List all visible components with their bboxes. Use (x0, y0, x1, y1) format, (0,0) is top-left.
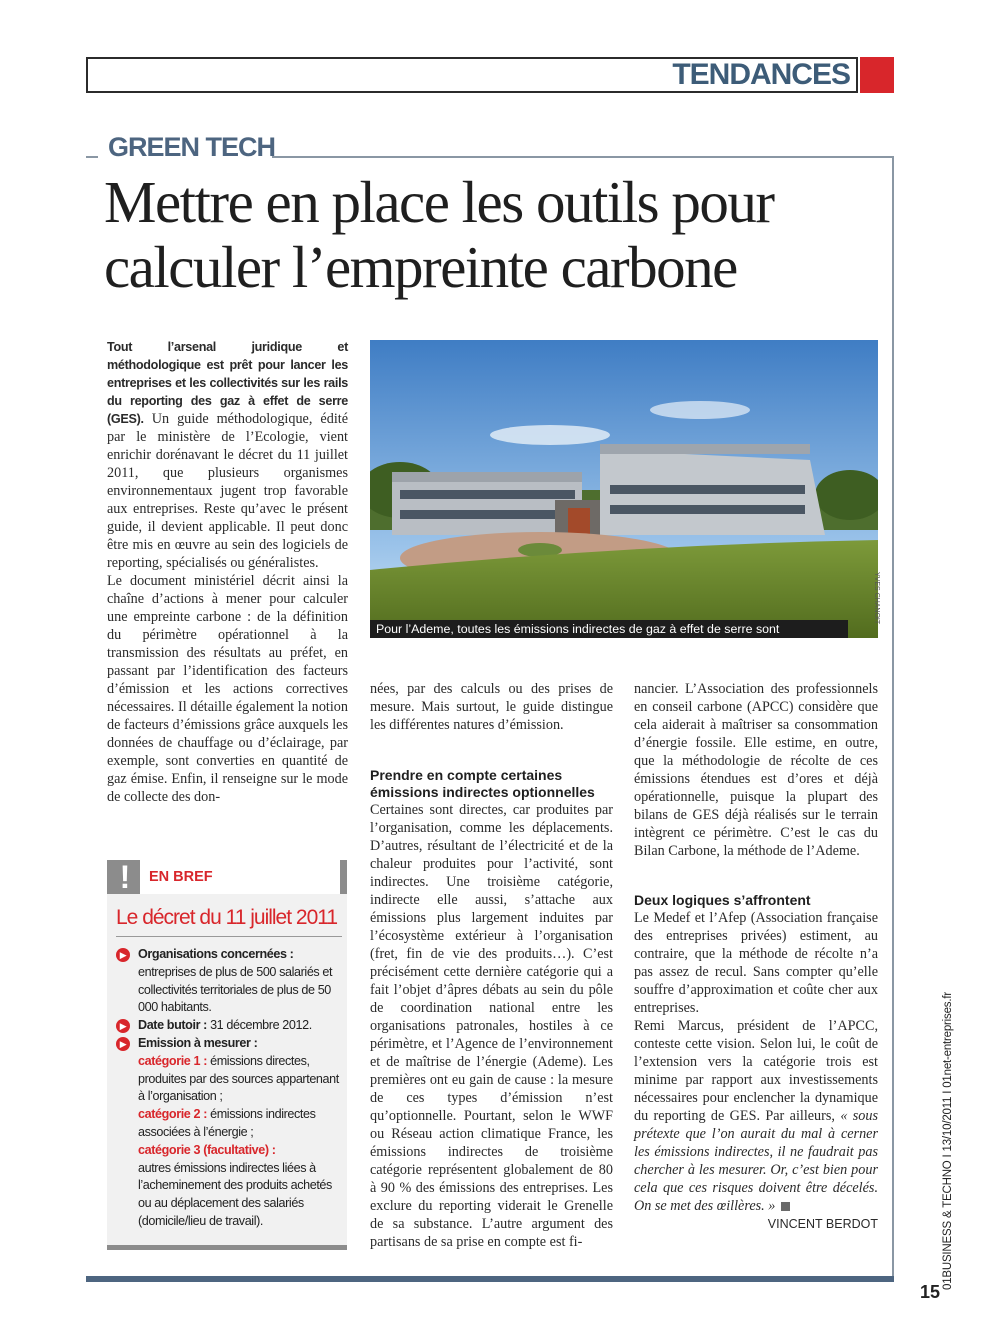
article-column-1 (107, 338, 348, 806)
en-bref-title: Le décret du 11 juillet 2011 (116, 906, 338, 929)
exclamation-icon: ! (119, 859, 131, 895)
frame-line (272, 156, 894, 158)
article-subhead: Deux logiques s’affrontent (634, 892, 811, 908)
header-red-tab (860, 57, 894, 93)
photo-credit: YVES CHANOIT (873, 572, 880, 625)
article-lead: Tout l’arsenal juridique et méthodologique est prêt pour lancer les entreprises et les collectivités sur les rails du reporting des gaz à effet de serre (GES). (107, 340, 348, 426)
article-paragraph: Le document ministériel décrit ainsi la chaîne d’actions à mener pour calculer une empreinte carbone : de la définition du périmètre opérationnel à la transmission des résultats au préfet, en passant par l’identification des facteurs d’émission et les actions correctives nécessaires. Il détaille également la notion de facteurs d’émissions grâce auxquels les données de chauffage ou d’éclairage, par exemple, sont converties en quantité de gaz émise. Enfin, il renseigne sur le mode de collecte des don- (107, 573, 348, 805)
article-column-2 (370, 680, 613, 1251)
frame-line (892, 156, 894, 1280)
author: VINCENT BERDOT (767, 1217, 878, 1231)
article-paragraph: Remi Marcus, président de l’APCC, conteste cette vision. Selon lui, le coût de l’extension vers la catégorie trois est minime par rapport aux investissements nécessaires pour enclencher la dynamique du reporting de GES. Par ailleurs, « sous prétexte que l’on aurait du mal à cerner les émissions indirectes, il ne faudrait pas chercher à les mesurer. Or, c’est bien pour cela que ces risques doivent être décelés. On se met des œillères. » VINCENT BERDOT (634, 1018, 878, 1231)
headline: Mettre en place les outils pour calculer l’empreinte carbone (104, 169, 774, 300)
rubrique-label: GREEN TECH (108, 132, 276, 162)
article-photo (370, 340, 878, 638)
article-subhead: Prendre en compte certaines émissions indirectes optionnelles (370, 767, 595, 800)
arrow-right-icon: ▶ (116, 1019, 130, 1033)
article-paragraph: Le Medef et l’Afep (Association française des entreprises privées) estiment, au contraire, que la méthode de récolte n’a pas assez de recul. Sans compter qu’elle souffre d’approximation et coûte cher aux entreprises. (634, 910, 878, 1016)
frame-bottom-bar (86, 1276, 894, 1282)
folio-text: 01BUSINESS & TECHNO I 13/10/2011 I 01net-entreprises.fr (942, 992, 954, 1290)
page-number: 15 (920, 1282, 941, 1302)
article-paragraph: Certaines sont directes, car produites par l’organisation, comme les déplacements. D’autres, résultant de l’électricité et de la chaleur produites pour l’activité, sont indirectes. Une troisième catégorie, indirecte elle aussi, s’attache aux émissions plus largement induites par l’écosystème extérieur à l’organisation (fret, fin de vie des produits…). C’est précisément cette dernière catégorie qui a fait l’objet d’âpres débats au sein du pôle de coordination national entre les organisations patronales, hostiles à ce périmètre, et l’Agence de l’environnement et de maîtrise de l’énergie (Ademe). Les premières ont eu gain de cause : la mesure de ces types d’émission n’est qu’optionnelle. Pourtant, selon le WWF ou Réseau action climatique France, les émissions indirectes de troisième catégorie représentent globalement de 80 à 90 % des émissions des entreprises. Les exclure du reporting viderait le Grenelle de sa substance. L’autre argument des partisans de sa prise en compte est fi- (370, 802, 613, 1250)
photo-caption: Pour l’Ademe, toutes les émissions indirectes de gaz à effet de serre sont mesurables. (370, 620, 848, 638)
ademe-building-image (370, 340, 878, 638)
en-bref-label: EN BREF (140, 860, 340, 894)
article-paragraph: Tout l’arsenal juridique et méthodologique est prêt pour lancer les entreprises et les collectivités sur les rails du reporting des gaz à effet de serre (GES). Un guide méthodologique, édité par le ministère de l’Ecologie, vient enrichir dorénavant le décret du 11 juillet 2011, que plusieurs organismes environnementaux jugent trop favorable aux entreprises. Reste qu’avec le présent guide, il devient applicable. Il peut donc être mis en œuvre au sein des logiciels de reporting, spécialisés ou généralistes. (107, 340, 348, 571)
article-paragraph: nées, par des calculs ou des prises de mesure. Mais surtout, le guide distingue les différentes natures d’émission. (370, 681, 613, 733)
list-item: ▶ Emission à mesurer : catégorie 1 : émissions directes, produites par des sources appartenant à l’organisation ; catégorie 2 : émissions indirectes associées à l’énergie ; catégorie 3 (facultative) : autres émissions indirectes liées à l’acheminement des produits achetés ou au déplacement des salariés (domicile/lieu de travail). (116, 1035, 344, 1231)
article-column-3 (634, 680, 878, 1233)
divider (116, 936, 342, 937)
frame-line (86, 156, 98, 158)
quote: « sous prétexte que l’on aurait du mal à cerner les émissions indirectes, il ne faudrait pas chercher à les mesurer. Or, c’est bien pour cela que ces risques doivent être décelés. On se met des œillères. » (634, 1108, 878, 1214)
end-of-article-icon (781, 1202, 790, 1211)
list-item: ▶ Date butoir : 31 décembre 2012. (116, 1017, 344, 1035)
arrow-right-icon: ▶ (116, 1037, 130, 1051)
section-title: TENDANCES (672, 58, 850, 91)
list-item: ▶ Organisations concernées : entreprises de plus de 500 salariés et collectivités territoriales de plus de 50 000 habitants. (116, 946, 344, 1017)
en-bref-list (116, 946, 344, 1231)
article-paragraph: nancier. L’Association des professionnels en conseil carbone (APCC) considère que cela aiderait à maîtriser sa consommation d’énergie fossile. Elle estime, en outre, que la méthodologie de récolte de ces émissions étendues est d’ores et déjà opérationnelle, puisque la plupart des bilans de GES déjà réalisés sur le terrain intègrent ce périmètre. C’est le cas du Bilan Carbone, la méthode de l’Ademe. (634, 681, 878, 859)
arrow-right-icon: ▶ (116, 948, 130, 962)
